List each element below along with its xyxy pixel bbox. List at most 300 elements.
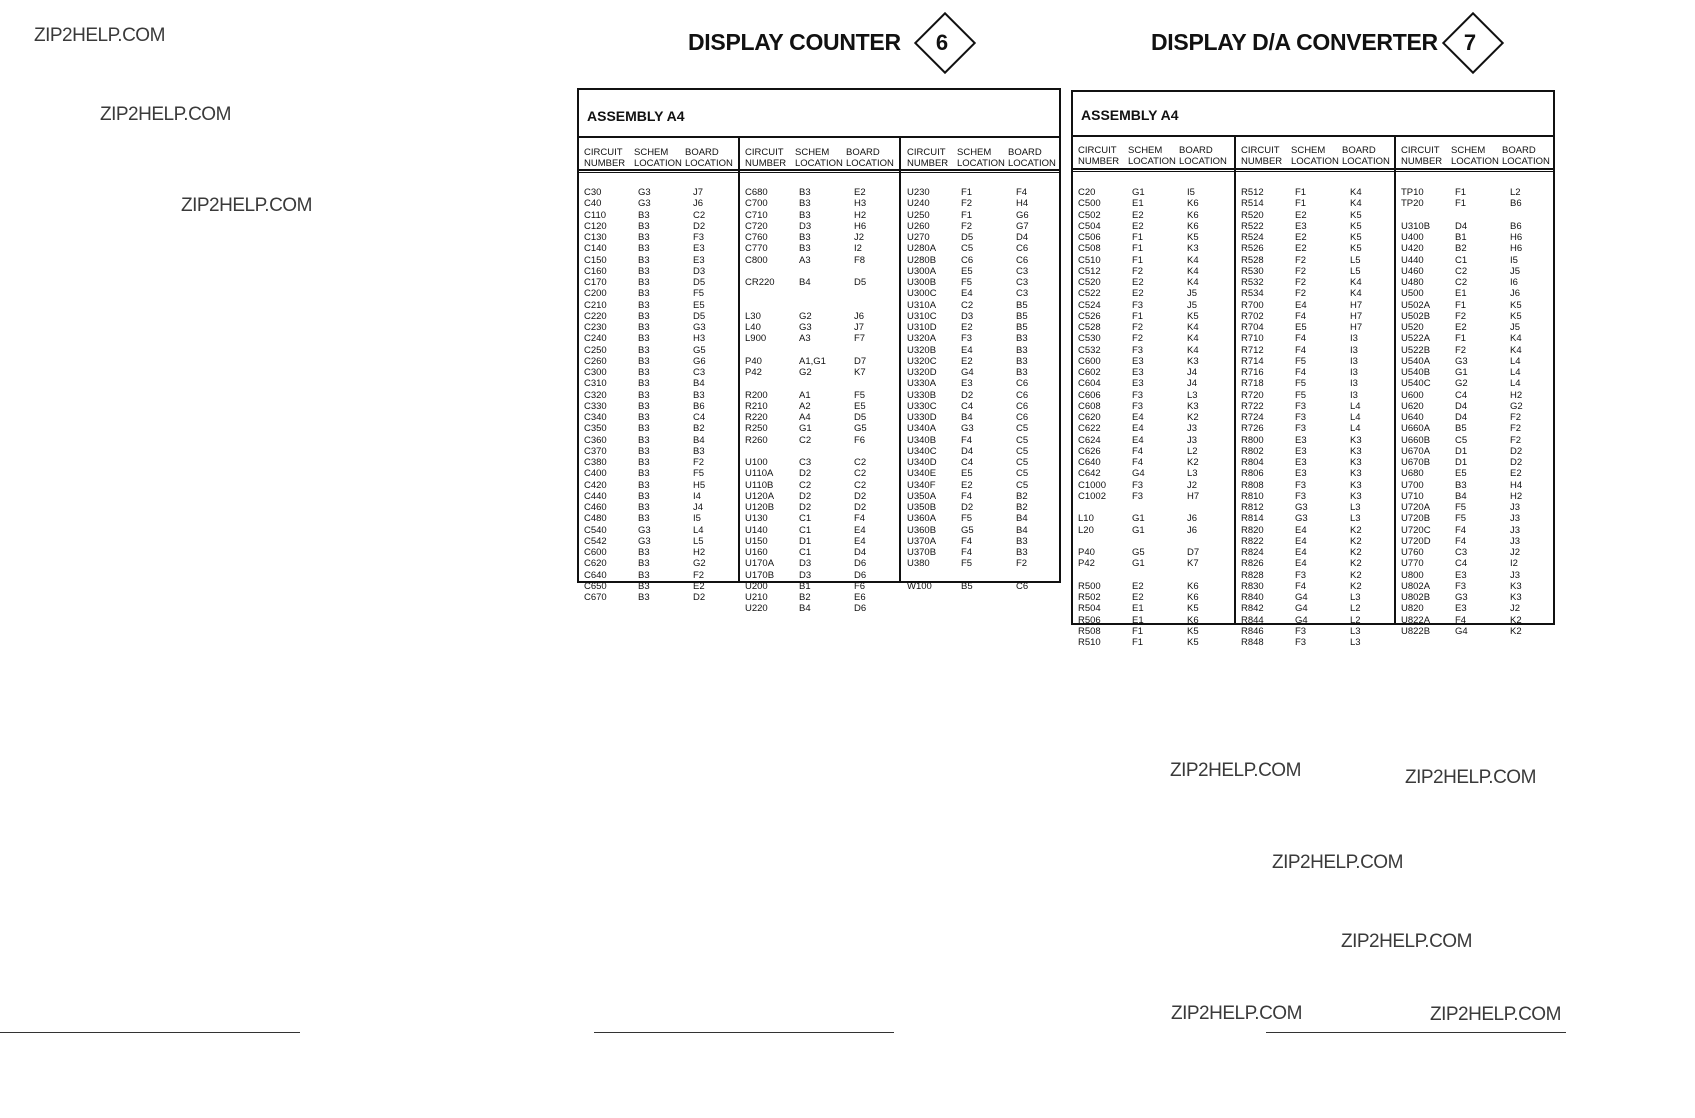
circuit-number-cell: C220 <box>584 310 607 322</box>
board-location-cell <box>854 345 904 356</box>
table-row <box>584 390 743 401</box>
schem-location-cell: B3 <box>638 490 650 502</box>
circuit-number-cell: R800 <box>1241 434 1264 446</box>
table-row <box>1401 333 1560 344</box>
schem-location-cell: B2 <box>1455 243 1467 255</box>
circuit-number-cell: C520 <box>1078 277 1101 288</box>
column-header-schem-location: SCHEM LOCATION <box>957 147 1005 169</box>
table-row <box>745 468 904 479</box>
board-location-cell: D5 <box>854 277 867 288</box>
schem-location-cell: E2 <box>1132 209 1144 221</box>
table-row <box>907 300 1066 311</box>
table-row <box>1401 300 1560 311</box>
circuit-number-cell: L900 <box>745 333 767 345</box>
board-location-cell: K5 <box>1187 637 1199 648</box>
circuit-number-cell: U800 <box>1401 569 1424 581</box>
table-row <box>1078 435 1237 446</box>
circuit-number-cell: C670 <box>584 592 607 603</box>
table-row <box>1241 311 1400 322</box>
schem-location-cell: D2 <box>799 502 812 513</box>
board-location-cell: B3 <box>1016 344 1028 356</box>
circuit-number-cell: C130 <box>584 232 607 243</box>
table-row <box>1078 468 1237 479</box>
board-location-cell: F6 <box>854 580 866 592</box>
board-location-cell: J3 <box>1510 524 1521 536</box>
board-location-cell: K2 <box>1350 547 1362 558</box>
table-row <box>1401 378 1560 389</box>
board-location-cell: I3 <box>1350 389 1358 401</box>
table-row <box>745 311 904 322</box>
table-row <box>907 198 1066 209</box>
table-row <box>1078 480 1237 491</box>
circuit-number-cell: P40 <box>1078 547 1095 558</box>
table-row <box>1241 378 1400 389</box>
schem-location-cell: F3 <box>1455 580 1467 592</box>
circuit-number-cell: U160 <box>745 547 768 558</box>
table-row <box>1241 390 1400 401</box>
table-row <box>1078 423 1237 434</box>
circuit-number-cell: U130 <box>745 513 768 525</box>
circuit-number-cell: C620 <box>1078 412 1101 423</box>
table-row <box>1401 288 1560 299</box>
column-header-circuit-number: CIRCUIT NUMBER <box>1078 145 1120 167</box>
circuit-number-cell: R824 <box>1241 547 1264 558</box>
board-location-cell: G2 <box>693 558 706 570</box>
circuit-number-cell: U350A <box>907 490 937 502</box>
circuit-number-cell: R820 <box>1241 524 1264 536</box>
table-row <box>1078 243 1237 254</box>
table-row <box>745 288 904 299</box>
board-location-cell: I5 <box>693 513 701 525</box>
section-number: 7 <box>1463 30 1477 55</box>
table-row <box>1401 232 1560 243</box>
board-location-cell: B3 <box>693 445 705 457</box>
board-location-cell: L4 <box>1510 367 1521 378</box>
table-row <box>1401 536 1560 547</box>
board-location-cell: L4 <box>1350 412 1361 423</box>
board-location-cell: B6 <box>1510 220 1522 232</box>
board-location-cell <box>854 378 904 389</box>
table-row <box>745 378 904 389</box>
schem-location-cell: C1 <box>799 513 812 525</box>
schem-location-cell: F5 <box>1455 513 1467 525</box>
schem-location-cell: E2 <box>1132 277 1144 288</box>
circuit-number-cell: C370 <box>584 445 607 457</box>
schem-location-cell: D2 <box>799 468 812 480</box>
watermark-text: ZIP2HELP.COM <box>181 195 312 216</box>
table-row <box>907 558 1066 569</box>
board-location-cell: B3 <box>1016 367 1028 378</box>
table-row <box>907 390 1066 401</box>
board-location-cell: H2 <box>1510 389 1523 401</box>
board-location-cell: L4 <box>1350 423 1361 435</box>
table-row <box>584 198 743 209</box>
schem-location-cell: A1,G1 <box>799 355 826 367</box>
circuit-number-cell: U120B <box>745 502 775 513</box>
circuit-number-cell: CR220 <box>745 277 775 288</box>
board-location-cell: L3 <box>1187 468 1198 480</box>
schem-location-cell: F4 <box>961 547 973 558</box>
circuit-number-cell: C150 <box>584 254 607 266</box>
circuit-number-cell: C600 <box>584 547 607 558</box>
circuit-number-cell <box>745 446 799 457</box>
board-location-cell: K2 <box>1350 524 1362 536</box>
table-row <box>745 412 904 423</box>
board-location-cell: H6 <box>854 220 867 232</box>
table-row <box>1078 491 1237 502</box>
board-location-cell: K4 <box>1187 277 1199 288</box>
schem-location-cell: F1 <box>1455 299 1467 311</box>
circuit-number-cell: R822 <box>1241 535 1264 547</box>
table-row <box>1078 446 1237 457</box>
circuit-number-cell: U310A <box>907 299 937 311</box>
table-row <box>1241 570 1400 581</box>
board-location-cell: D4 <box>1016 232 1029 243</box>
board-location-cell: B6 <box>1510 198 1522 210</box>
table-row <box>745 221 904 232</box>
circuit-number-cell: C240 <box>584 333 607 345</box>
table-row <box>1401 356 1560 367</box>
board-location-cell: L5 <box>693 535 704 547</box>
table-row <box>1078 333 1237 344</box>
schem-location-cell: C1 <box>1455 254 1468 266</box>
circuit-number-cell: U540C <box>1401 378 1431 390</box>
circuit-number-cell: C480 <box>584 513 607 525</box>
board-location-cell: B2 <box>693 423 705 435</box>
board-location-cell: L4 <box>1510 378 1521 390</box>
schem-location-cell: G5 <box>1132 547 1145 558</box>
table-row <box>1078 637 1237 648</box>
table-row <box>1401 457 1560 468</box>
schem-location-cell: E4 <box>1295 299 1307 311</box>
column-header-schem-location: SCHEM LOCATION <box>1291 145 1339 167</box>
circuit-number-cell: C170 <box>584 277 607 288</box>
circuit-number-cell: P42 <box>1078 558 1095 570</box>
circuit-number-cell: U310D <box>907 322 937 333</box>
table-row <box>1241 277 1400 288</box>
circuit-number-cell: C30 <box>584 187 602 198</box>
board-location-cell: J5 <box>1510 265 1521 277</box>
table-row <box>907 412 1066 423</box>
board-location-cell: F2 <box>1510 434 1522 446</box>
circuit-number-cell: R220 <box>745 412 768 423</box>
circuit-number-cell: U150 <box>745 535 768 547</box>
schem-location-cell: F4 <box>1295 310 1307 322</box>
circuit-number-cell: C680 <box>745 187 768 198</box>
board-location-cell: L4 <box>1510 355 1521 367</box>
table-row <box>907 491 1066 502</box>
table-row <box>1241 592 1400 603</box>
table-row <box>584 221 743 232</box>
schem-location-cell: B3 <box>638 322 650 333</box>
schem-location-cell: B3 <box>799 243 811 255</box>
board-location-cell: J6 <box>1187 524 1198 536</box>
board-location-cell: H4 <box>1016 198 1029 210</box>
table-row <box>745 401 904 412</box>
circuit-number-cell: C650 <box>584 580 607 592</box>
watermark-text: ZIP2HELP.COM <box>1341 931 1472 952</box>
circuit-number-cell: U360A <box>907 513 937 525</box>
schem-location-cell: F2 <box>1132 322 1144 333</box>
board-location-cell: K4 <box>1350 187 1362 198</box>
board-location-cell <box>1187 570 1237 581</box>
table-row <box>745 390 904 401</box>
schem-location-cell: E3 <box>1132 355 1144 367</box>
board-location-cell: B4 <box>693 378 705 390</box>
schem-location-cell: E4 <box>1295 558 1307 570</box>
schem-location-cell: B3 <box>638 220 650 232</box>
circuit-number-cell <box>907 570 961 581</box>
circuit-number-cell: U480 <box>1401 277 1424 288</box>
board-location-cell: C6 <box>1016 412 1029 423</box>
table-row <box>745 345 904 356</box>
column-header-circuit-number: CIRCUIT NUMBER <box>907 147 949 169</box>
schem-location-cell: F4 <box>961 434 973 446</box>
circuit-number-cell: U100 <box>745 457 768 468</box>
schem-location-cell: B4 <box>799 277 811 288</box>
circuit-number-cell: R504 <box>1078 603 1101 615</box>
board-location-cell: B2 <box>1016 490 1028 502</box>
table-row <box>584 423 743 434</box>
circuit-number-cell: W100 <box>907 580 932 592</box>
circuit-number-cell: R812 <box>1241 502 1264 513</box>
schem-location-cell: G1 <box>1132 187 1145 198</box>
schem-location-cell: E4 <box>1132 423 1144 435</box>
schem-location-cell: F3 <box>1132 389 1144 401</box>
schem-location-cell <box>1455 210 1510 221</box>
column-header-board-location: BOARD LOCATION <box>685 147 733 169</box>
board-location-cell: D5 <box>693 277 706 288</box>
table-row <box>907 288 1066 299</box>
column-header-circuit-number: CIRCUIT NUMBER <box>1401 145 1443 167</box>
table-row <box>745 198 904 209</box>
schem-location-cell <box>1132 536 1187 547</box>
table-row <box>1241 457 1400 468</box>
circuit-number-cell: U320C <box>907 355 937 367</box>
schem-location-cell: A4 <box>799 412 811 423</box>
schem-location-cell: G1 <box>1132 524 1145 536</box>
circuit-number-cell: U110B <box>745 479 774 491</box>
schem-location-cell: E2 <box>1132 580 1144 592</box>
circuit-number-cell: C360 <box>584 434 607 446</box>
board-location-cell: K2 <box>1350 569 1362 581</box>
table-row <box>1241 210 1400 221</box>
table-row <box>1078 378 1237 389</box>
circuit-number-cell: R802 <box>1241 445 1264 457</box>
schem-location-cell <box>799 288 854 299</box>
circuit-number-cell: R528 <box>1241 254 1264 266</box>
circuit-number-cell <box>745 378 799 389</box>
circuit-number-cell: U500 <box>1401 288 1424 300</box>
board-location-cell: J7 <box>854 322 865 333</box>
schem-location-cell: G3 <box>638 524 651 536</box>
circuit-number-cell: U310B <box>1401 220 1431 232</box>
circuit-number-cell: R510 <box>1078 637 1101 648</box>
schem-location-cell: G1 <box>1455 367 1468 378</box>
board-location-cell: L3 <box>1350 592 1361 603</box>
schem-location-cell: B3 <box>799 198 811 210</box>
schem-location-cell: B3 <box>638 569 650 581</box>
section-number: 6 <box>935 30 949 55</box>
board-location-cell: B3 <box>693 389 705 401</box>
schem-location-cell: B3 <box>638 389 650 401</box>
schem-location-cell: B3 <box>638 592 650 603</box>
schem-location-cell: F1 <box>1132 625 1144 637</box>
table-row <box>1241 480 1400 491</box>
board-location-cell: K2 <box>1350 535 1362 547</box>
circuit-number-cell: U120A <box>745 490 775 502</box>
circuit-number-cell: R700 <box>1241 299 1264 311</box>
board-location-cell: F5 <box>693 468 705 480</box>
board-location-cell: D7 <box>854 355 867 367</box>
board-location-cell: K5 <box>1510 310 1522 322</box>
board-location-cell: K5 <box>1187 603 1199 615</box>
board-location-cell: L2 <box>1350 614 1361 626</box>
board-location-cell: K2 <box>1187 457 1199 468</box>
board-location-cell: K6 <box>1187 592 1199 603</box>
schem-location-cell: C5 <box>961 243 974 255</box>
circuit-number-cell: U320A <box>907 333 937 345</box>
schem-location-cell: F1 <box>1455 198 1467 210</box>
schem-location-cell: E4 <box>961 344 973 356</box>
table-row <box>745 592 904 603</box>
circuit-number-cell: U822B <box>1401 625 1431 637</box>
board-location-cell: K3 <box>1350 457 1362 468</box>
circuit-number-cell: C260 <box>584 355 607 367</box>
schem-location-cell: B3 <box>638 367 650 378</box>
parts-table-display-counter <box>577 88 1061 615</box>
schem-location-cell: B3 <box>638 502 650 513</box>
board-location-cell: K4 <box>1187 322 1199 333</box>
circuit-number-cell: U340D <box>907 457 937 468</box>
table-row <box>1241 345 1400 356</box>
circuit-number-cell: R840 <box>1241 592 1264 603</box>
table-row <box>1241 221 1400 232</box>
table-row <box>1401 423 1560 434</box>
schem-location-cell: B3 <box>638 232 650 243</box>
board-location-cell <box>854 300 904 311</box>
schem-location-cell: B3 <box>638 299 650 311</box>
table-row <box>745 513 904 524</box>
table-row <box>1241 615 1400 626</box>
column-header-schem-location: SCHEM LOCATION <box>1128 145 1176 167</box>
circuit-number-cell: U340A <box>907 423 937 435</box>
schem-location-cell: F4 <box>1295 580 1307 592</box>
table-row <box>745 525 904 536</box>
circuit-number-cell: U280A <box>907 243 937 255</box>
table-row <box>1401 221 1560 232</box>
board-location-cell: K3 <box>1350 445 1362 457</box>
schem-location-cell: D3 <box>961 310 974 322</box>
board-location-cell: K4 <box>1187 265 1199 277</box>
circuit-number-cell: C160 <box>584 265 607 277</box>
circuit-number-cell: C120 <box>584 220 607 232</box>
board-location-cell: K3 <box>1187 355 1199 367</box>
schem-location-cell: F5 <box>1455 502 1467 513</box>
schem-location-cell: B4 <box>961 412 973 423</box>
board-location-cell: K4 <box>1350 277 1362 288</box>
schem-location-cell: F4 <box>1132 445 1144 457</box>
board-location-cell: D3 <box>693 265 706 277</box>
board-location-cell: K5 <box>1350 232 1362 243</box>
table-row <box>907 423 1066 434</box>
board-location-cell: K4 <box>1510 333 1522 345</box>
table-row <box>1401 187 1560 198</box>
table-row <box>1241 435 1400 446</box>
table-row <box>584 412 743 423</box>
circuit-number-cell: C524 <box>1078 299 1101 311</box>
circuit-number-cell: U330D <box>907 412 937 423</box>
schem-location-cell: C2 <box>1455 265 1468 277</box>
table-row <box>1401 435 1560 446</box>
schem-location-cell: E1 <box>1132 198 1144 210</box>
board-location-cell: L3 <box>1187 389 1198 401</box>
table-row <box>1078 210 1237 221</box>
table-row <box>745 502 904 513</box>
schem-location-cell: E5 <box>1295 322 1307 333</box>
circuit-number-cell: U110A <box>745 468 774 480</box>
table-row <box>1401 547 1560 558</box>
board-location-cell: C2 <box>693 209 706 221</box>
circuit-number-cell: C760 <box>745 232 768 243</box>
board-location-cell: K5 <box>1187 232 1199 243</box>
schem-location-cell: G2 <box>799 367 812 378</box>
circuit-number-cell: R514 <box>1241 198 1264 210</box>
board-location-cell: C6 <box>1016 378 1029 390</box>
circuit-number-cell: P42 <box>745 367 762 378</box>
board-location-cell: C5 <box>1016 479 1029 491</box>
board-location-cell: K3 <box>1187 400 1199 412</box>
schem-location-cell: G3 <box>638 187 651 198</box>
circuit-number-cell: R526 <box>1241 243 1264 255</box>
board-location-cell: K3 <box>1510 580 1522 592</box>
schem-location-cell: F3 <box>1295 479 1307 491</box>
schem-location-cell: G2 <box>1455 378 1468 390</box>
board-location-cell: L5 <box>1350 254 1361 266</box>
schem-location-cell: E4 <box>1295 535 1307 547</box>
schem-location-cell: E5 <box>961 468 973 480</box>
schem-location-cell: G4 <box>1295 614 1308 626</box>
board-location-cell: G6 <box>693 355 706 367</box>
board-location-cell: F3 <box>693 232 705 243</box>
schem-location-cell: F5 <box>1295 378 1307 390</box>
circuit-number-cell: R502 <box>1078 592 1101 603</box>
table-row <box>745 210 904 221</box>
table-row <box>907 266 1066 277</box>
schem-location-cell: B3 <box>638 580 650 592</box>
circuit-number-cell: U770 <box>1401 558 1424 570</box>
circuit-number-cell <box>1078 502 1132 513</box>
circuit-number-cell: C210 <box>584 299 607 311</box>
board-location-cell: E5 <box>693 299 705 311</box>
schem-location-cell: F5 <box>961 277 973 288</box>
circuit-number-cell: C604 <box>1078 378 1101 390</box>
circuit-number-cell: C508 <box>1078 243 1101 255</box>
circuit-number-cell: C710 <box>745 209 768 221</box>
circuit-number-cell: U270 <box>907 232 930 243</box>
schem-location-cell <box>799 300 854 311</box>
circuit-number-cell: U330B <box>907 389 937 401</box>
schem-location-cell: C3 <box>799 457 812 468</box>
circuit-number-cell: C720 <box>745 220 768 232</box>
schem-location-cell: C2 <box>961 299 974 311</box>
schem-location-cell: F2 <box>1132 265 1144 277</box>
board-location-cell: K4 <box>1187 344 1199 356</box>
circuit-number-cell: R846 <box>1241 625 1264 637</box>
schem-location-cell: D4 <box>1455 220 1468 232</box>
table-row <box>1078 288 1237 299</box>
schem-location-cell: G1 <box>1132 513 1145 525</box>
